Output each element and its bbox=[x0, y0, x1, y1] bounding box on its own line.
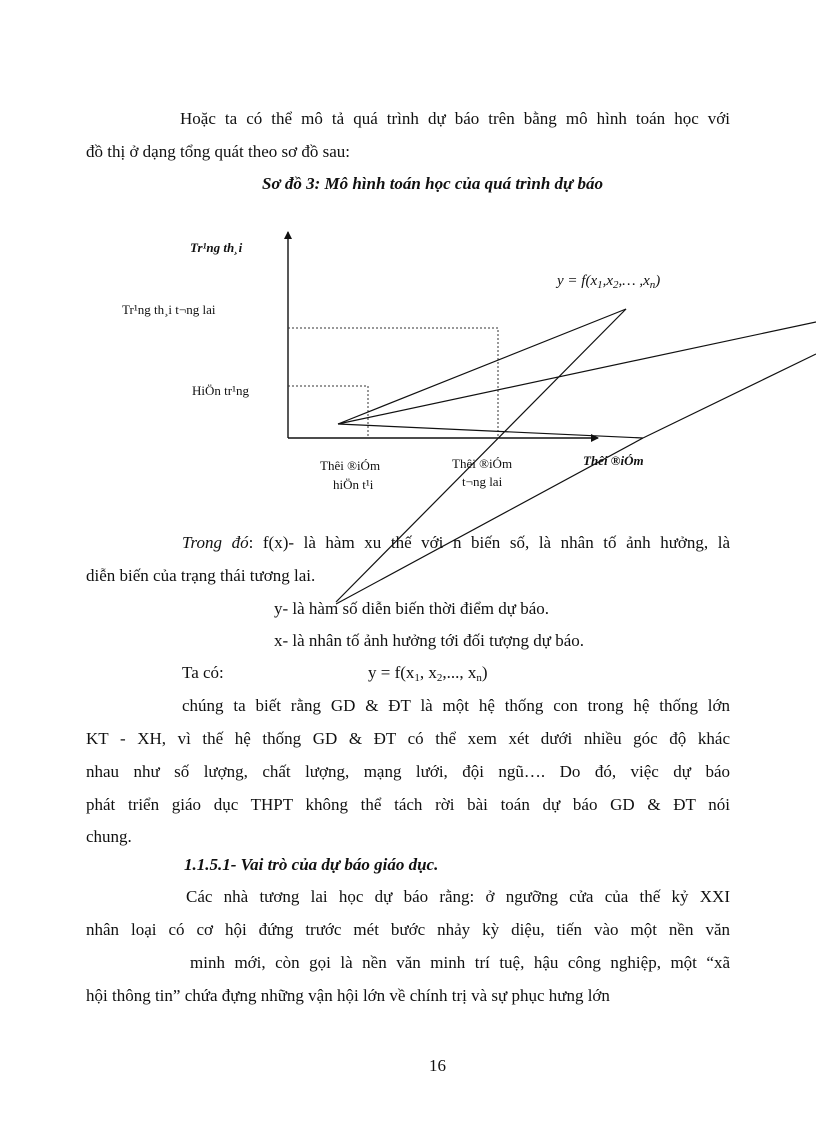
paragraph-3-line-2: nhân loại có cơ hội đứng trước mét bước nhảy kỳ diệu, tiến vào một nền văn bbox=[86, 920, 730, 939]
trend-line-3 bbox=[338, 322, 816, 424]
page-number: 16 bbox=[429, 1056, 446, 1075]
paragraph-3-line-4: hội thông tin” chứa đựng những vận hội lớn về chính trị và sự phục hưng lớn bbox=[86, 986, 610, 1005]
definition-line-1: Trong đó: f(x)- là hàm xu thế với n biến số, là nhân tố ảnh hưởng, là bbox=[182, 533, 730, 552]
trend-line-5 bbox=[643, 354, 816, 438]
paragraph-intro-line-1: Hoặc ta có thể mô tả quá trình dự báo trên bằng mô hình toán học với bbox=[180, 109, 730, 128]
y-axis-label: Tr¹ng th¸i bbox=[190, 240, 243, 255]
paragraph-2-line-1: chúng ta biết rằng GD & ĐT là một hệ thống con trong hệ thống lớn bbox=[182, 696, 730, 715]
future-state-guide bbox=[288, 328, 498, 438]
trend-line-1 bbox=[338, 309, 626, 424]
paragraph-2-line-4: phát triển giáo dục THPT không thể tách rời bài toán dự báo GD & ĐT nói bbox=[86, 795, 730, 814]
equation-lead: Ta có: bbox=[182, 663, 224, 682]
definition-line-2: diễn biến của trạng thái tương lai. bbox=[86, 566, 316, 585]
paragraph-2-line-3: nhau như số lượng, chất lượng, mạng lưới, đội ngũ…. Do đó, việc dự báo bbox=[86, 762, 730, 781]
formula-label: $y = f(x_1,x_2,\dots$ $,x_n$) bbox=[557, 273, 661, 291]
present-time-label-1: Thêi ®iÓm bbox=[320, 458, 381, 473]
paragraph-2-line-5: chung. bbox=[86, 827, 132, 846]
diagram-title: Sơ đồ 3: Mô hình toán học của quá trình dự báo bbox=[262, 174, 603, 193]
x-axis-label: Thêi ®iÓm bbox=[583, 453, 644, 468]
paragraph-3-line-3: minh mới, còn gọi là nền văn minh trí tuệ, hậu công nghiệp, một “xã bbox=[190, 953, 730, 972]
section-heading: 1.1.5.1- Vai trò của dự báo giáo dục. bbox=[184, 855, 439, 874]
current-state-label: HiÖn tr¹ng bbox=[192, 383, 249, 398]
equation: $y = f(x_1$, $x_2$,..., $x_n$) bbox=[368, 663, 488, 684]
future-time-label-1: Thêi ®iÓm bbox=[452, 456, 513, 471]
definition-line-3: y- là hàm số diễn biến thời điểm dự báo. bbox=[274, 599, 550, 618]
paragraph-3-line-1: Các nhà tương lai học dự báo rằng: ở ngưỡng cửa của thế kỷ XXI bbox=[186, 887, 730, 906]
future-state-label: Tr¹ng th¸i t¬ng lai bbox=[122, 302, 216, 317]
paragraph-intro-line-2: đồ thị ở dạng tổng quát theo sơ đồ sau: bbox=[86, 142, 350, 161]
trend-line-4 bbox=[338, 424, 643, 438]
present-time-label-2: hiÖn t¹i bbox=[333, 477, 374, 492]
present-state-guide bbox=[288, 386, 368, 438]
definition-line-4: x- là nhân tố ảnh hưởng tới đối tượng dự báo. bbox=[274, 631, 585, 650]
paragraph-2-line-2: KT - XH, vì thế hệ thống GD & ĐT có thể xem xét dưới nhiều góc độ khác bbox=[86, 729, 730, 748]
future-time-label-2: t¬ng lai bbox=[462, 474, 503, 489]
